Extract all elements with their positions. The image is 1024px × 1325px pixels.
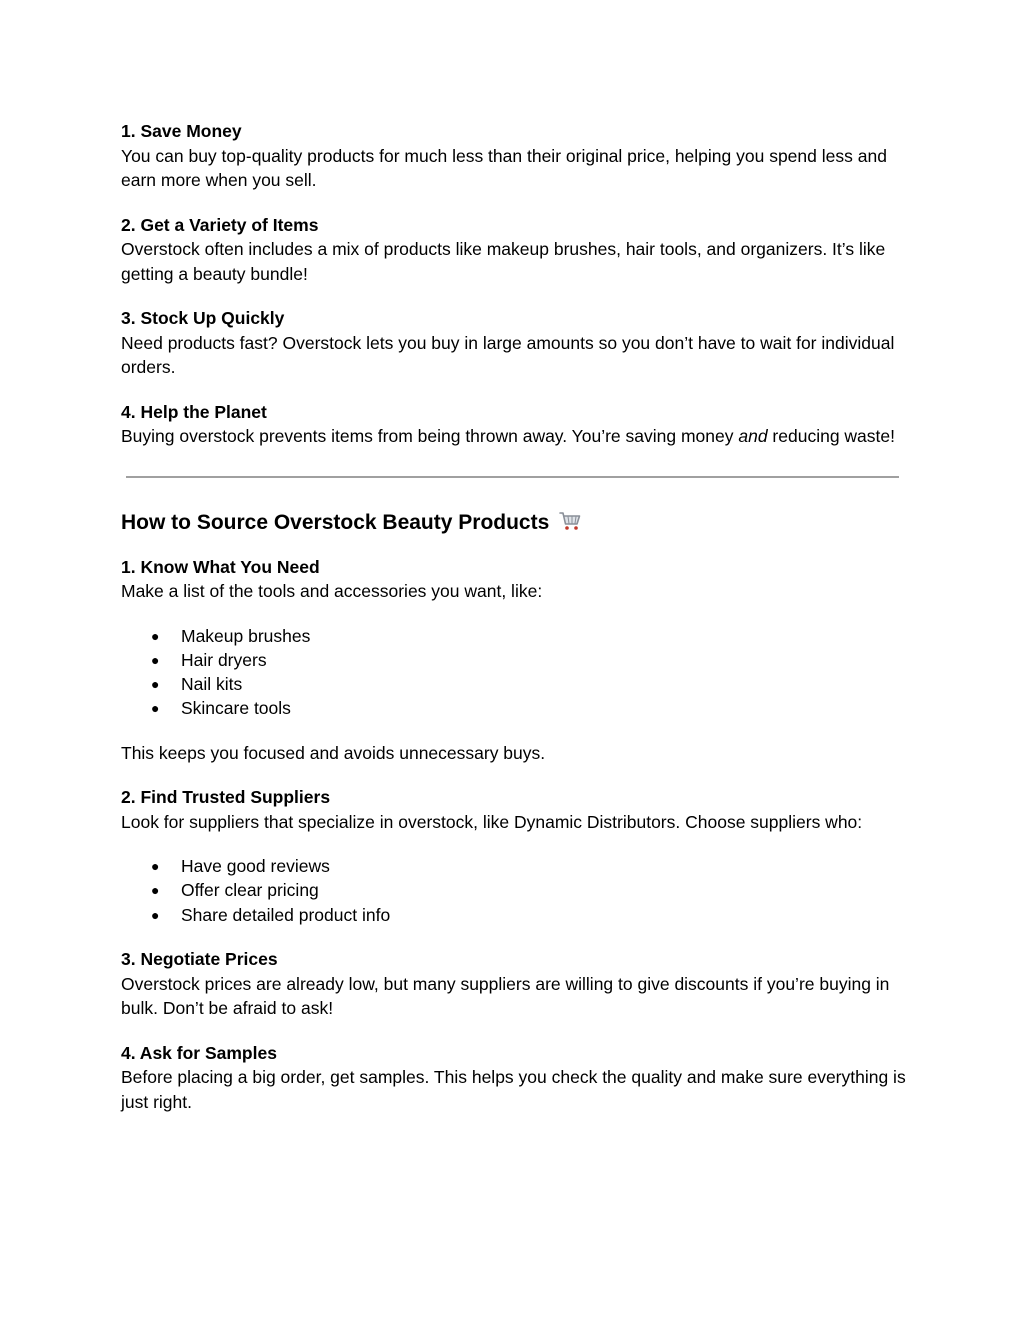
bullet-list xyxy=(121,854,911,927)
benefit-text-end: reducing waste! xyxy=(767,426,895,446)
benefit-item xyxy=(121,400,911,449)
list-item-text: Skincare tools xyxy=(181,698,291,719)
benefit-title: 1. Save Money xyxy=(121,121,242,141)
section-heading-text: How to Source Overstock Beauty Products xyxy=(121,510,550,534)
bullet-icon: ● xyxy=(151,676,160,693)
benefit-text-emphasis: and xyxy=(738,426,768,446)
benefit-text: You can buy top-quality products for much less than their original price, helping you spend less and earn more when you sell. xyxy=(121,145,887,190)
step-text: Look for suppliers that specialize in overstock, like Dynamic Distributors. Choose suppliers who: xyxy=(121,811,863,832)
benefit-text: Need products fast? Overstock lets you buy in large amounts so you don’t have to wait for individual orders. xyxy=(121,332,895,377)
list-item-text: Have good reviews xyxy=(181,856,330,877)
step-item xyxy=(121,1041,911,1115)
bullet-icon: ● xyxy=(151,858,160,875)
list-item-text: Offer clear pricing xyxy=(181,880,319,901)
step-title: 4. Ask for Samples xyxy=(121,1042,277,1063)
bullet-icon: ● xyxy=(151,627,160,644)
bullet-icon: ● xyxy=(151,882,160,899)
section-heading xyxy=(121,509,911,537)
step-title: 2. Find Trusted Suppliers xyxy=(121,787,331,808)
list-item xyxy=(121,878,911,902)
bullet-icon: ● xyxy=(151,700,160,717)
bullet-icon: ● xyxy=(151,906,160,923)
document-page xyxy=(121,119,911,1134)
benefit-item xyxy=(121,213,911,287)
benefit-text-start: Buying overstock prevents items from being thrown away. You’re saving money xyxy=(121,426,739,446)
shopping-cart-icon xyxy=(559,511,581,531)
list-item xyxy=(121,648,911,672)
benefit-title: 4. Help the Planet xyxy=(121,401,267,422)
list-item xyxy=(121,624,911,648)
list-item xyxy=(121,672,911,696)
benefit-title: 3. Stock Up Quickly xyxy=(121,308,285,328)
step-item xyxy=(121,947,911,1021)
bullet-list xyxy=(121,624,911,721)
step-text: Make a list of the tools and accessories you want, like: xyxy=(121,581,543,601)
benefit-item xyxy=(121,119,911,193)
list-item-text: Hair dryers xyxy=(181,649,267,670)
step-item xyxy=(121,555,911,604)
benefit-text xyxy=(121,424,911,449)
list-item-text: Makeup brushes xyxy=(181,625,311,646)
list-item xyxy=(121,696,911,720)
benefit-item xyxy=(121,306,911,380)
step-title: 1. Know What You Need xyxy=(121,556,320,577)
benefit-title: 2. Get a Variety of Items xyxy=(121,214,319,235)
bullet-icon: ● xyxy=(151,651,160,668)
list-item xyxy=(121,903,911,927)
list-item-text: Nail kits xyxy=(181,674,243,695)
step-followup-text: This keeps you focused and avoids unnecessary buys. xyxy=(121,742,546,763)
list-item xyxy=(121,854,911,878)
benefit-text: Overstock often includes a mix of products like makeup brushes, hair tools, and organizers. It’s like getting a beauty bundle! xyxy=(121,239,886,284)
step-text: Before placing a big order, get samples. This helps you check the quality and make sure everything is just right. xyxy=(121,1067,906,1112)
horizontal-divider xyxy=(126,476,899,478)
list-item-text: Share detailed product info xyxy=(181,904,391,925)
step-title: 3. Negotiate Prices xyxy=(121,949,278,970)
step-text: Overstock prices are already low, but many suppliers are willing to give discounts if you’re buying in bulk. Don’t be afraid to ask! xyxy=(121,973,890,1019)
step-item xyxy=(121,785,911,834)
